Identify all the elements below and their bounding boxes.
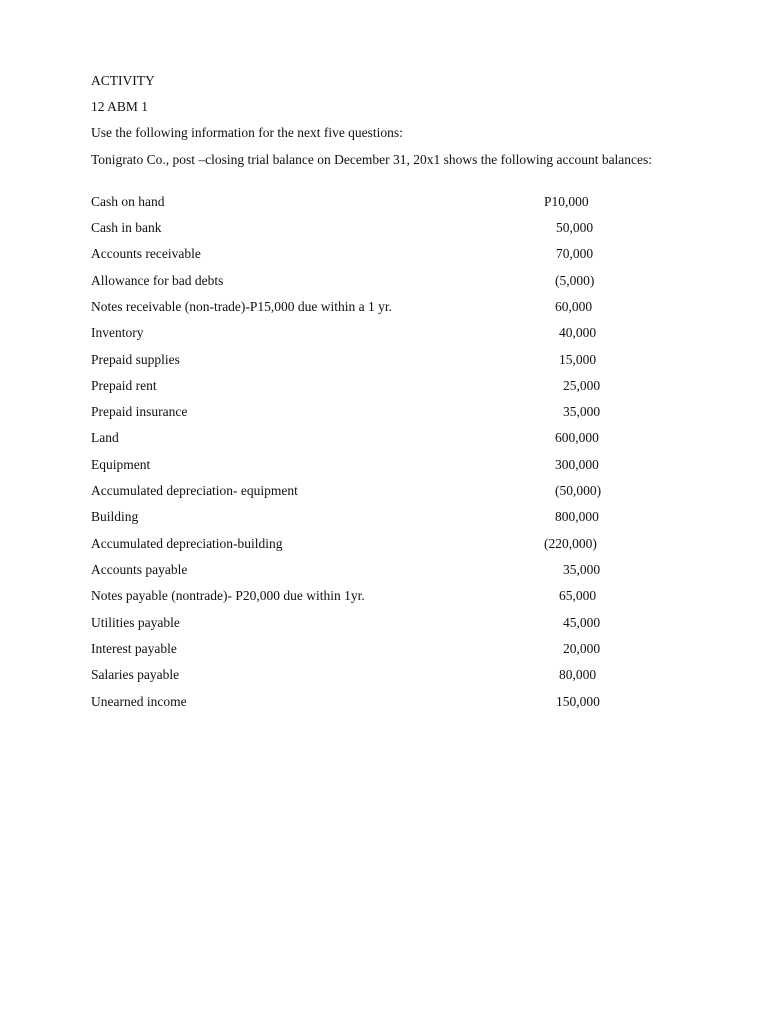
account-amount: 600,000	[555, 430, 599, 445]
account-amount: 65,000	[559, 588, 597, 603]
account-name: Equipment	[91, 457, 151, 472]
account-row	[91, 273, 651, 289]
document-title: ACTIVITY	[91, 73, 155, 88]
account-amount: 20,000	[563, 641, 601, 656]
account-name: Interest payable	[91, 641, 177, 656]
account-name: Cash on hand	[91, 194, 165, 209]
account-row	[91, 509, 651, 525]
intro-paragraph: Tonigrato Co., post –closing trial balance on December 31, 20x1 shows the following account balances:	[91, 152, 653, 167]
account-name: Notes receivable (non-trade)-P15,000 due within a 1 yr.	[91, 299, 393, 314]
account-amount: 25,000	[563, 378, 601, 393]
account-row	[91, 352, 651, 368]
account-amount: 60,000	[555, 299, 593, 314]
account-name: Accumulated depreciation- equipment	[91, 483, 298, 498]
account-amount: 40,000	[559, 325, 597, 340]
account-amount: 70,000	[556, 246, 594, 261]
account-amount: (50,000)	[555, 483, 602, 498]
account-amount: 150,000	[556, 694, 600, 709]
account-name: Cash in bank	[91, 220, 162, 235]
account-amount: 80,000	[559, 667, 597, 682]
account-name: Accumulated depreciation-building	[91, 536, 283, 551]
account-name: Salaries payable	[91, 667, 180, 682]
account-name: Prepaid insurance	[91, 404, 188, 419]
account-row	[91, 694, 651, 710]
account-amount: (220,000)	[544, 536, 597, 551]
instruction-text: Use the following information for the next five questions:	[91, 125, 403, 140]
section-label: 12 ABM 1	[91, 99, 149, 114]
account-row	[91, 641, 651, 657]
account-row	[91, 194, 651, 210]
account-amount: 15,000	[559, 352, 597, 367]
account-amount: 50,000	[556, 220, 594, 235]
account-name: Accounts payable	[91, 562, 188, 577]
account-name: Notes payable (nontrade)- P20,000 due within 1yr.	[91, 588, 365, 603]
account-name: Prepaid rent	[91, 378, 157, 393]
account-amount: 35,000	[563, 562, 601, 577]
account-row	[91, 430, 651, 446]
account-row	[91, 536, 651, 552]
account-row	[91, 667, 651, 683]
account-row	[91, 483, 651, 499]
account-name: Inventory	[91, 325, 144, 340]
account-name: Building	[91, 509, 139, 524]
account-row	[91, 615, 651, 631]
account-row	[91, 562, 651, 578]
account-row	[91, 246, 651, 262]
account-row	[91, 220, 651, 236]
account-name: Land	[91, 430, 119, 445]
account-row	[91, 457, 651, 473]
account-row	[91, 299, 651, 315]
account-name: Prepaid supplies	[91, 352, 180, 367]
account-row	[91, 404, 651, 420]
account-amount: 300,000	[555, 457, 599, 472]
account-row	[91, 588, 651, 604]
account-amount: P10,000	[544, 194, 589, 209]
account-name: Unearned income	[91, 694, 187, 709]
account-name: Accounts receivable	[91, 246, 201, 261]
account-amount: 35,000	[563, 404, 601, 419]
account-row	[91, 325, 651, 341]
account-amount: (5,000)	[555, 273, 595, 288]
account-amount: 800,000	[555, 509, 599, 524]
account-name: Allowance for bad debts	[91, 273, 224, 288]
account-row	[91, 378, 651, 394]
account-amount: 45,000	[563, 615, 601, 630]
account-name: Utilities payable	[91, 615, 180, 630]
